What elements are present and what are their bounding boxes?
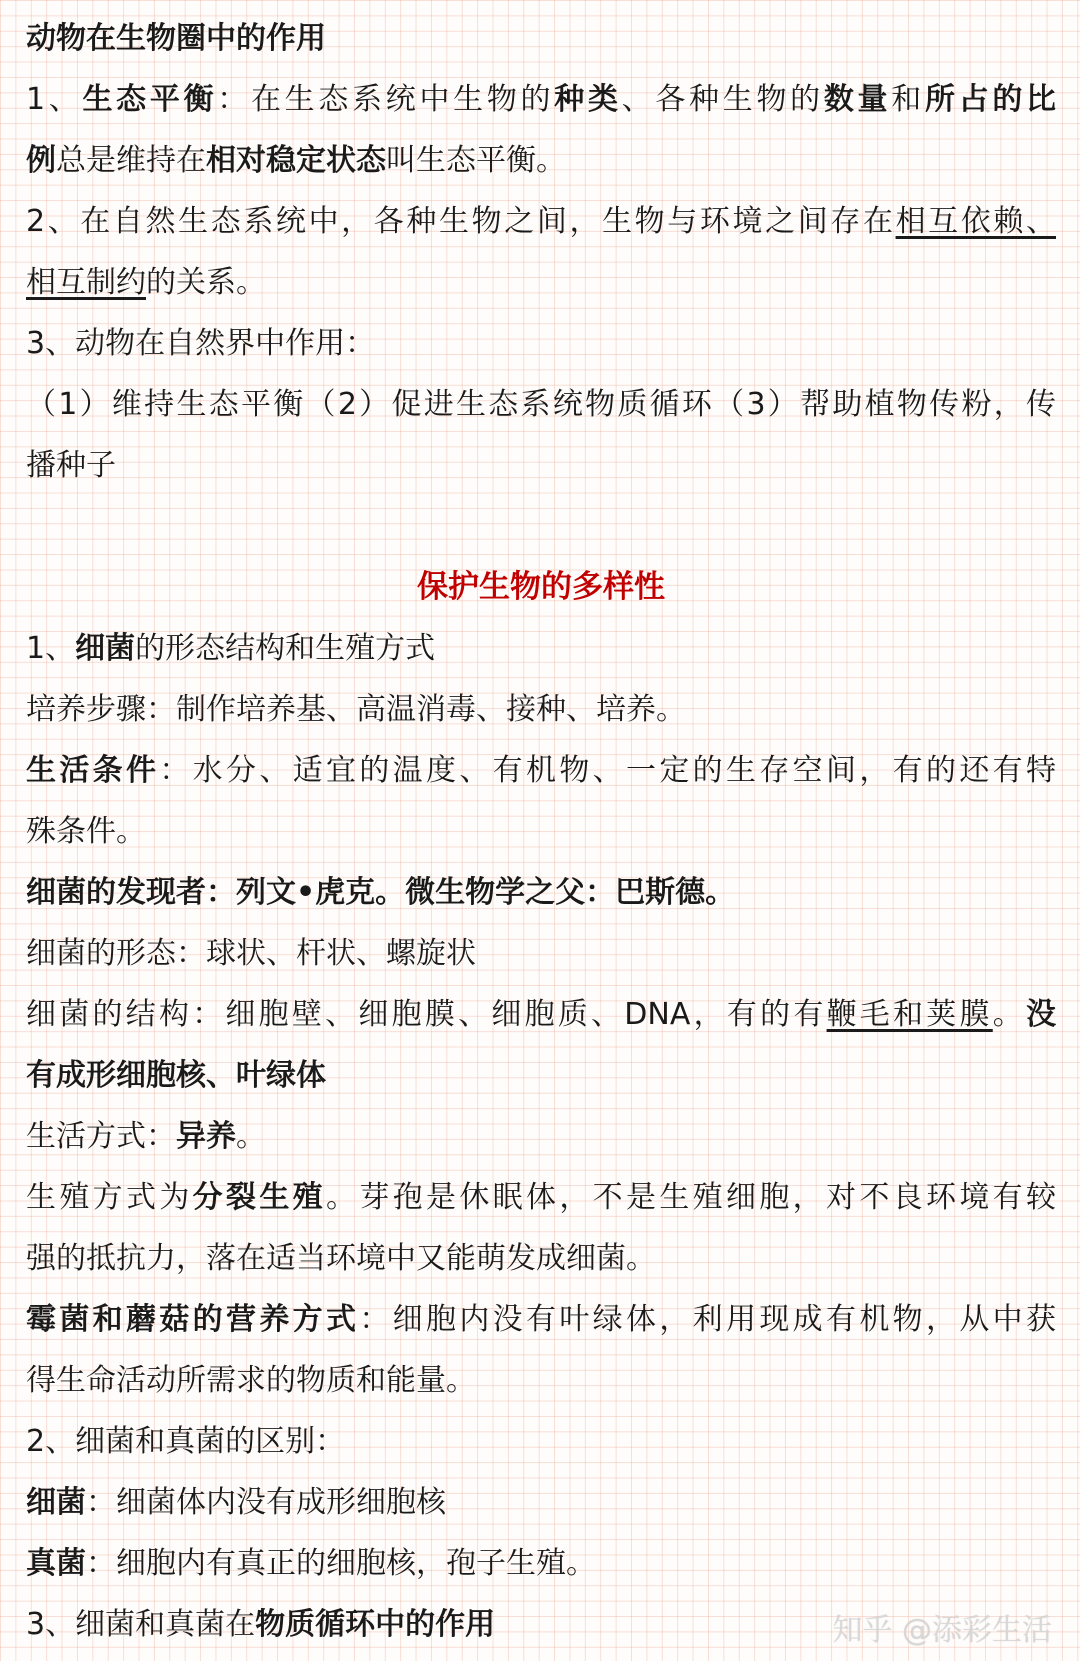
living-conditions-line1 xyxy=(26,740,1056,801)
text-run: 和 xyxy=(891,82,925,117)
bold-term: 没 xyxy=(1026,997,1057,1032)
text-run: 叫生态平衡。 xyxy=(386,143,566,178)
bold-term: 霉菌和蘑菇的营养方式 xyxy=(26,1302,360,1337)
living-conditions-line2: 殊条件。 xyxy=(26,814,146,849)
bold-term: 细菌 xyxy=(75,631,136,666)
bacteria-structure-line2: 有成形细胞核、叶绿体 xyxy=(26,1058,326,1093)
text-run: 。 xyxy=(236,1119,266,1154)
paragraph-roles-list-line2: 播种子 xyxy=(26,448,116,483)
text-run: 的关系。 xyxy=(146,265,266,300)
bold-term: 例 xyxy=(26,143,56,178)
text-run: ：细胞内有真正的细胞核，孢子生殖。 xyxy=(86,1546,596,1581)
bold-term: 真菌 xyxy=(26,1546,86,1581)
bold-term: 物质循环中的作用 xyxy=(255,1607,496,1642)
watermark: 知乎 @添彩生活 xyxy=(832,1613,1052,1648)
text-run: ：在生态系统中生物的 xyxy=(217,82,555,117)
document-page xyxy=(26,8,1056,1655)
text-run: 生活方式： xyxy=(26,1119,176,1154)
bacteria-item-1 xyxy=(26,618,1056,679)
text-run: ：细菌体内没有成形细胞核 xyxy=(86,1485,446,1520)
bold-term: 分裂生殖 xyxy=(192,1180,327,1215)
reproduction-line2: 强的抵抗力，落在适当环境中又能萌发成细菌。 xyxy=(26,1241,656,1276)
text-run: 。芽孢是休眠体，不是生殖细胞，对不良环境有较 xyxy=(326,1180,1057,1215)
paragraph-ecological-balance-line1 xyxy=(26,69,1056,130)
section-heading: 保护生物的多样性 xyxy=(417,569,665,605)
difference-heading: 2、细菌和真菌的区别： xyxy=(26,1424,346,1459)
bold-term: 相对稳定状态 xyxy=(206,143,386,178)
fungi-nutrition-line2: 得生命活动所需求的物质和能量。 xyxy=(26,1363,476,1398)
text-run: 2、在自然生态系统中，各种生物之间，生物与环境之间存在 xyxy=(26,204,896,239)
text-run: 3、细菌和真菌在 xyxy=(26,1607,256,1642)
culture-steps: 培养步骤：制作培养基、高温消毒、接种、培养。 xyxy=(26,692,686,727)
bacteria-discoverer: 细菌的发现者：列文•虎克。微生物学之父：巴斯德。 xyxy=(26,875,736,910)
text-run: ：水分、适宜的温度、有机物、一定的生存空间，有的还有特 xyxy=(159,753,1057,788)
text-run: 的形态结构和生殖方式 xyxy=(135,631,436,666)
bold-term: 异养 xyxy=(176,1119,236,1154)
paragraph-interdependence-line2 xyxy=(26,252,1056,313)
paragraph-ecological-balance-line2 xyxy=(26,130,1056,191)
fungi-nutrition-line1 xyxy=(26,1289,1056,1350)
text-run: 总是维持在 xyxy=(56,143,206,178)
paragraph-roles-list-line1: （1）维持生态平衡（2）促进生态系统物质循环（3）帮助植物传粉，传 xyxy=(26,387,1056,422)
bacteria-shapes: 细菌的形态：球状、杆状、螺旋状 xyxy=(26,936,476,971)
bold-term: 数量 xyxy=(823,82,892,117)
paragraph-animal-roles: 3、动物在自然界中作用： xyxy=(26,326,376,361)
lifestyle xyxy=(26,1106,1056,1167)
paragraph-interdependence-line1 xyxy=(26,191,1056,252)
text-run: 生殖方式为 xyxy=(26,1180,193,1215)
bold-term: 细菌 xyxy=(26,1485,86,1520)
text-run: 1、 xyxy=(26,82,83,117)
text-run: ：细胞内没有叶绿体，利用现成有机物，从中获 xyxy=(359,1302,1057,1337)
bold-term: 生态平衡 xyxy=(82,82,218,117)
underlined-term: 相互制约 xyxy=(26,265,146,300)
text-run: 细菌的结构：细胞壁、细胞膜、细胞质、DNA，有的有 xyxy=(26,997,827,1032)
spacer xyxy=(26,496,1056,557)
underlined-term: 鞭毛和荚膜 xyxy=(826,997,993,1032)
underlined-term: 相互依赖、 xyxy=(895,204,1057,239)
text-run: 、各种生物的 xyxy=(621,82,824,117)
text-run: 1、 xyxy=(26,631,76,666)
bacteria-structure-line1 xyxy=(26,984,1056,1045)
bold-term: 生活条件 xyxy=(26,753,160,788)
section-title: 动物在生物圈中的作用 xyxy=(26,21,326,56)
reproduction-line1 xyxy=(26,1167,1056,1228)
bacteria-difference xyxy=(26,1472,1056,1533)
bold-term: 所占的比 xyxy=(924,82,1057,117)
fungi-difference xyxy=(26,1533,1056,1594)
text-run: 。 xyxy=(992,997,1027,1032)
bold-term: 种类 xyxy=(554,82,622,117)
